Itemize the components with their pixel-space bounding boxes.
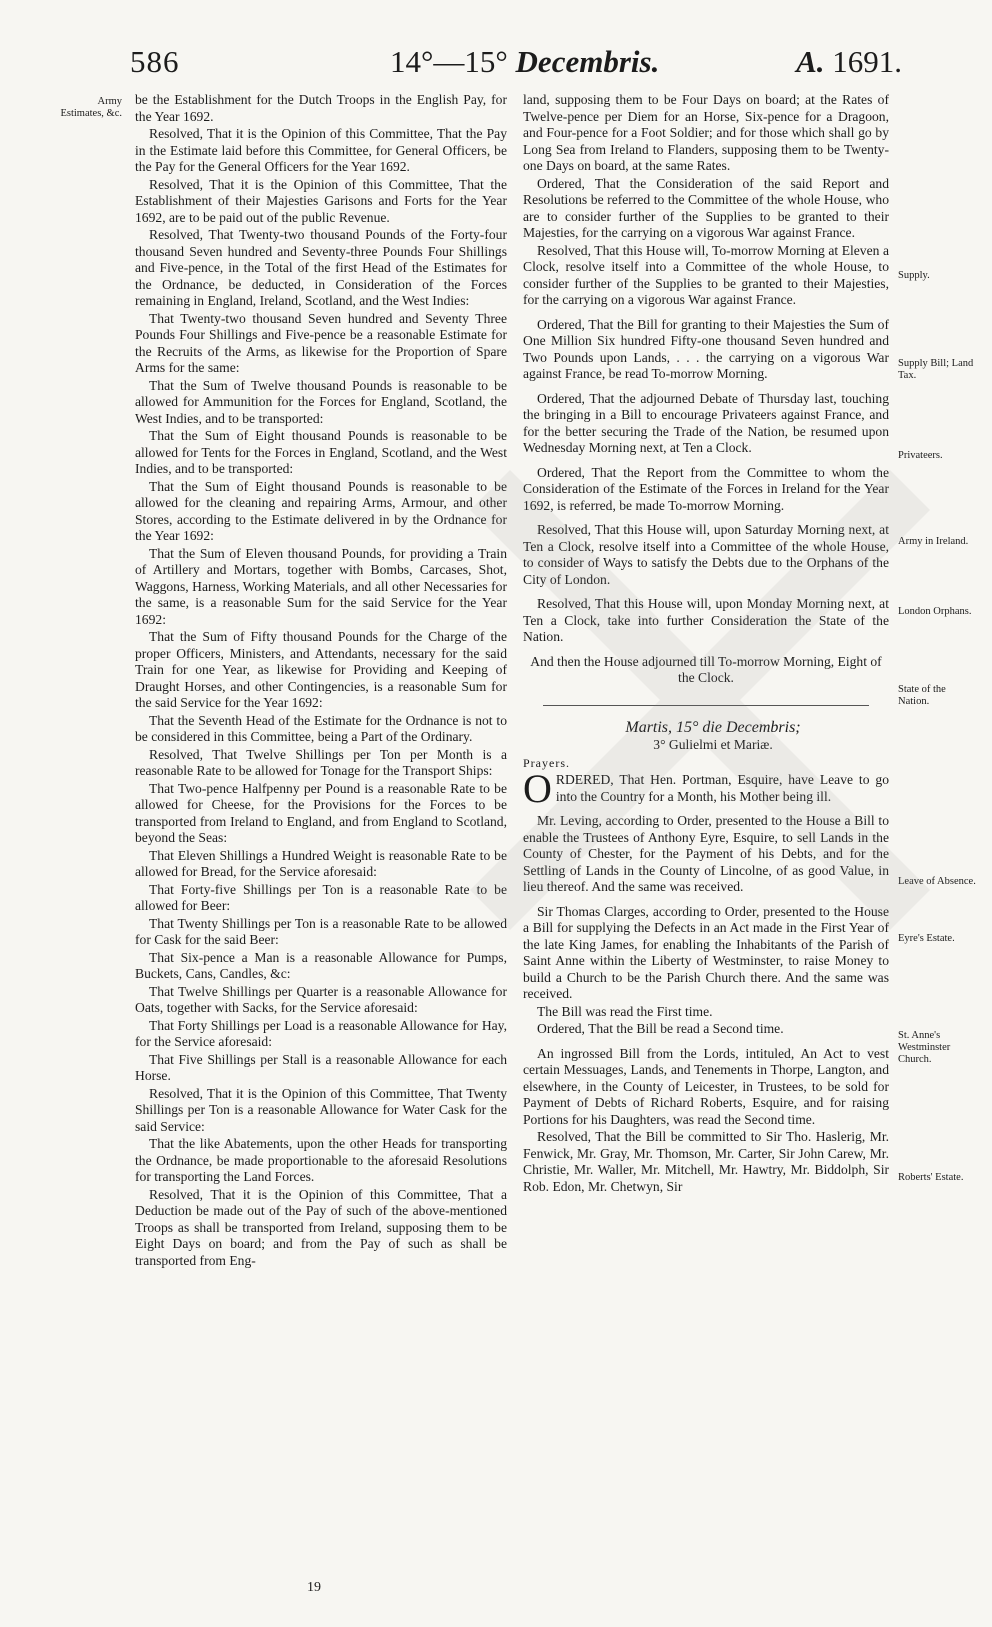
paragraph: That the Sum of Eight thousand Pounds is reasonable to be allowed for Tents for the Forces in England, Scotland, and the West Indies, and to be transported: xyxy=(135,428,507,476)
paragraph: That the Sum of Twelve thousand Pounds is reasonable to be allowed for Ammunition for the Forces for England, Scotland, the West Indies, and to be transported: xyxy=(135,377,507,426)
left-column xyxy=(135,92,507,1270)
paragraph: An ingrossed Bill from the Lords, intituled, An Act to vest certain Messuages, Lands, and Tenements in Thorpe, Langton, and elsewhere, in the County of Leicester, in Trustees, to be sold for Payment of Debts of Richard Roberts, Esquire, and for raising Portions for his Daughters, was read the Second time. xyxy=(523,1045,889,1127)
paragraph: Resolved, That it is the Opinion of this Committee, That the Establishment of their Majesties Garisons and Forts for the Year 1692, are to be paid out of the public Revenue. xyxy=(135,176,507,225)
paragraph: The Bill was read the First time. xyxy=(537,1003,713,1019)
paragraph: Sir Thomas Clarges, according to Order, presented to the House a Bill for supplying the Defects in an Act made in the First Year of the late King James, for enabling the Inhabitants of the Parish of Saint Anne within the Liberty of Westminster, to raise Money to build a Church to be the Parish Church there. And the same was received. xyxy=(523,903,889,1001)
paragraph: That Five Shillings per Stall is a reasonable Allowance for each Horse. xyxy=(135,1051,507,1083)
header-year xyxy=(796,44,902,80)
day-heading: Martis, 15° die Decembris; xyxy=(625,718,801,736)
paragraph: That the Seventh Head of the Estimate for the Ordnance is not to be considered in this Committee, being a Part of the Ordinary. xyxy=(135,712,507,744)
paragraph xyxy=(523,766,889,811)
header-month: Decembris. xyxy=(515,44,660,79)
paragraph: That Two-pence Halfpenny per Pound is a reasonable Rate to be allowed for Cheese, for the Provisions for the Forces to be transported from Ireland to England, and from England to Scotland, beyond the Seas: xyxy=(135,780,507,845)
margin-note-leave-absence: Leave of Absence. xyxy=(898,876,976,887)
paragraph: That Twenty-two thousand Seven hundred and Seventy Three Pounds Four Shillings and Five-pence be a reasonable Estimate for the Recruits of the Arms, as likewise for the Proportion of Spare Arms for the same: xyxy=(135,310,507,375)
paragraph: Resolved, That it is the Opinion of this Committee, That the Pay in the Estimate laid before this Committee, for General Officers, be the Pay for the General Officers for the Year 1692. xyxy=(135,126,507,174)
paragraph: Resolved, That the Bill be committed to Sir Tho. Haslerig, Mr. Fenwick, Mr. Gray, Mr. Thomson, Mr. Carter, Sir John Carew, Mr. Christie, Mr. Waller, Mr. Mitchell, Mr. Hawtry, Mr. Biddolph, Sir Rob. Edon, Mr. Chetwyn, Sir xyxy=(523,1129,889,1194)
margin-note-army-estimates: Army Estimates, &c. xyxy=(60,96,122,119)
margin-note-st-annes: St. Anne's Westminster Church. xyxy=(898,1030,951,1065)
header-year-letter: A. xyxy=(796,44,825,79)
paragraph: Ordered, That the adjourned Debate of Thursday last, touching the bringing in a Bill to encourage Privateers against France, and for the better securing the Trade of the Nation, be resumed upon Wednesday Morning next, at Ten a Clock. xyxy=(523,390,889,455)
margin-note-roberts-estate: Roberts' Estate. xyxy=(898,1172,964,1183)
section-divider xyxy=(543,705,869,706)
header-date xyxy=(390,44,659,80)
signature-mark: 19 xyxy=(307,1580,321,1595)
paragraph: That the Sum of Eight thousand Pounds is reasonable to be allowed for the cleaning and repairing Arms, Armour, and other Stores, according to the Estimate delivered in by the Ordnance for the Year 1692: xyxy=(135,478,507,543)
margin-note-supply: Supply. xyxy=(898,270,930,281)
header-year-number: 1691. xyxy=(832,44,902,79)
margin-note-supply-bill: Supply Bill; Land Tax. xyxy=(898,358,974,381)
paragraph: That Twelve Shillings per Quarter is a reasonable Allowance for Oats, together with Sacks, for the Service aforesaid: xyxy=(135,983,507,1015)
paragraph: Ordered, That the Consideration of the said Report and Resolutions be referred to the Committee of the whole House, who are to consider further of the Supplies to be granted to their Majesties, for the carrying on a vigorous War against France. xyxy=(523,175,889,240)
paragraph: That the Sum of Eleven thousand Pounds, for providing a Train of Artillery and Mortars, together with Bombs, Carcases, Shot, Waggons, Harness, Working Materials, and all other Necessaries for the same, is a reasonable Sum for the said Service for the Year 1692: xyxy=(135,545,507,627)
margin-note-london-orphans: London Orphans. xyxy=(898,606,972,617)
paragraph: Resolved, That Twelve Shillings per Ton per Month is a reasonable Rate to be allowed for Tonage for the Transport Ships: xyxy=(135,746,507,778)
paragraph: That Eleven Shillings a Hundred Weight is reasonable Rate to be allowed for Bread, for the Service aforesaid: xyxy=(135,847,507,879)
paragraph: be the Establishment for the Dutch Troops in the English Pay, for the Year 1692. xyxy=(135,92,507,124)
paragraph: land, supposing them to be Four Days on board; at the Rates of Twelve-pence per Diem for an Horse, Six-pence for a Dragoon, and Four-pence for a Foot Soldier; and for those which shall go by Long Sea from Ireland to Flanders, supposing them to be Twenty-one Days on board, at the same Rates. xyxy=(523,92,889,173)
paragraph: That Forty-five Shillings per Ton is a reasonable Rate to be allowed for Beer: xyxy=(135,881,507,913)
day-subheading: 3° Gulielmi et Mariæ. xyxy=(653,737,773,752)
paragraph: Resolved, That this House will, upon Saturday Morning next, at Ten a Clock, resolve itself into a Committee of the whole House, to consider of Ways to satisfy the Debts due to the Orphans of the City of London. xyxy=(523,522,889,587)
margin-note-army-ireland: Army in Ireland. xyxy=(898,536,969,547)
paragraph: Ordered, That the Bill be read a Second time. xyxy=(537,1021,784,1036)
adjournment: And then the House adjourned till To-morrow Morning, Eight of the Clock. xyxy=(530,653,882,685)
prayers-heading: Prayers. xyxy=(523,755,570,770)
margin-note-privateers: Privateers. xyxy=(898,450,943,461)
paragraph-text: RDERED, That Hen. Portman, Esquire, have Leave to go into the Country for a Month, his Mother being ill. xyxy=(555,772,889,804)
paragraph: That Forty Shillings per Load is a reasonable Allowance for Hay, for the Service aforesaid: xyxy=(135,1017,507,1049)
paragraph: Resolved, That this House will, upon Monday Morning next, at Ten a Clock, take into further Consideration the State of the Nation. xyxy=(523,596,889,644)
drop-cap: O xyxy=(523,766,552,811)
paragraph: Resolved, That it is the Opinion of this Committee, That Twenty Shillings per Ton is a reasonable Allowance for Water Cask for the said Service: xyxy=(135,1085,507,1134)
paragraph: Mr. Leving, according to Order, presented to the House a Bill to enable the Trustees of Anthony Eyre, Esquire, to sell Lands in the County of Chester, for the Payment of his Debts, and for the Settling of Lands in the County of Lincolne, of as good Value, in lieu thereof. And the same was received. xyxy=(523,813,889,894)
page-header xyxy=(130,44,902,94)
right-column xyxy=(523,92,889,1196)
margin-note-eyre-estate: Eyre's Estate. xyxy=(898,933,955,944)
paragraph: Resolved, That Twenty-two thousand Pounds of the Forty-four thousand Seven hundred and Seventy-three Pounds Four Shillings and Five-pence, in the Total of the first Head of the Estimates for the Ordnance, be deducted, in Consideration of the Forces remaining in England, Ireland, Scotland, and the West Indies: xyxy=(135,227,507,308)
paragraph: That the Sum of Fifty thousand Pounds for the Charge of the proper Officers, Ministers, and Attendants, necessary for the said Train for one Year, as likewise for Providing and Keeping of Draught Horses, and other Contingencies, is a reasonable Sum for the said Service for the Year 1692: xyxy=(135,629,507,710)
paragraph: That the like Abatements, upon the other Heads for transporting the Ordnance, be made proportionable to the aforesaid Resolutions for transporting the Land Forces. xyxy=(135,1136,507,1184)
page-number: 586 xyxy=(130,44,180,79)
paragraph: That Twenty Shillings per Ton is a reasonable Rate to be allowed for Cask for the said Beer: xyxy=(135,915,507,947)
paragraph: That Six-pence a Man is a reasonable Allowance for Pumps, Buckets, Cans, Candles, &c: xyxy=(135,949,507,981)
paragraph: Resolved, That this House will, To-morrow Morning at Eleven a Clock, resolve itself into a Committee of the whole House, to consider further of the Supplies to be granted to their Majesties, for the carrying on a vigorous War against France. xyxy=(523,242,889,307)
header-dates: 14°—15° xyxy=(390,44,508,79)
paragraph: Ordered, That the Report from the Committee to whom the Consideration of the Estimate of the Forces in Ireland for the Year 1692, is referred, be made To-morrow Morning. xyxy=(523,464,889,513)
paragraph: Ordered, That the Bill for granting to their Majesties the Sum of One Million Six hundred Fifty-one thousand Seven hundred and Two Pounds upon Lands, . . . the carrying on a vigorous War against France, be read To-morrow Morning. xyxy=(523,316,889,381)
paragraph: Resolved, That it is the Opinion of this Committee, That a Deduction be made out of the Pay of such of the above-mentioned Troops as shall be transported from Ireland, supposing them to be Eight Days on board; and from the Pay of such as shall be transported from Eng- xyxy=(135,1186,507,1268)
margin-note-state-nation: State of the Nation. xyxy=(898,684,946,707)
